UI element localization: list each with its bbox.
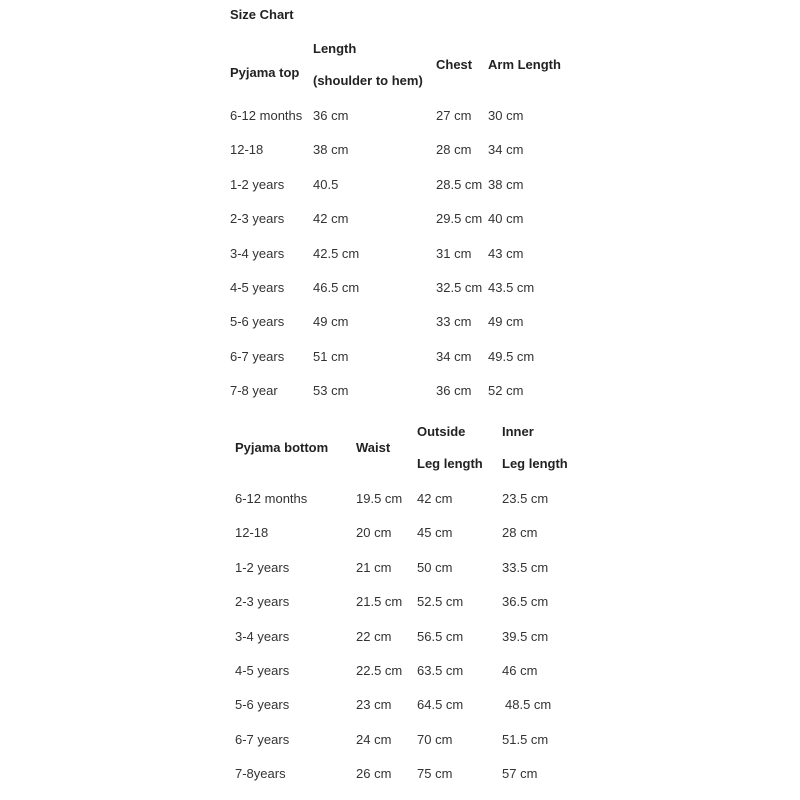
bottom-header-size: Pyjama bottom (235, 440, 329, 455)
top-header-chest: Chest (436, 57, 473, 72)
cell-length: 46.5 cm (313, 280, 360, 295)
cell-size: 4-5 years (235, 663, 290, 678)
cell-length: 36 cm (313, 108, 349, 123)
cell-outside: 70 cm (417, 732, 453, 747)
cell-inner: 23.5 cm (502, 491, 549, 506)
cell-size: 12-18 (235, 525, 269, 540)
bottom-header-outside-sub: Leg length (417, 456, 483, 471)
cell-length: 42 cm (313, 211, 349, 226)
cell-chest: 29.5 cm (436, 211, 483, 226)
cell-waist: 21.5 cm (356, 594, 403, 609)
cell-chest: 27 cm (436, 108, 472, 123)
cell-inner: 46 cm (502, 663, 538, 678)
cell-chest: 28 cm (436, 142, 472, 157)
cell-outside: 42 cm (417, 491, 453, 506)
bottom-header-waist: Waist (356, 440, 391, 455)
cell-waist: 24 cm (356, 732, 392, 747)
cell-size: 6-7 years (230, 349, 285, 364)
cell-chest: 32.5 cm (436, 280, 483, 295)
cell-arm-length: 52 cm (488, 383, 524, 398)
cell-waist: 22 cm (356, 629, 392, 644)
top-header-size: Pyjama top (230, 65, 300, 80)
cell-outside: 45 cm (417, 525, 453, 540)
cell-size: 4-5 years (230, 280, 285, 295)
cell-arm-length: 40 cm (488, 211, 524, 226)
cell-arm-length: 43.5 cm (488, 280, 535, 295)
cell-arm-length: 30 cm (488, 108, 524, 123)
cell-size: 3-4 years (230, 246, 285, 261)
cell-size: 6-7 years (235, 732, 290, 747)
cell-waist: 23 cm (356, 697, 392, 712)
cell-waist: 26 cm (356, 766, 392, 781)
cell-size: 5-6 years (235, 697, 290, 712)
cell-length: 49 cm (313, 314, 349, 329)
cell-size: 6-12 months (230, 108, 303, 123)
bottom-header-outside: Outside (417, 424, 466, 439)
cell-arm-length: 49 cm (488, 314, 524, 329)
cell-outside: 52.5 cm (417, 594, 464, 609)
cell-inner: 33.5 cm (502, 560, 549, 575)
cell-inner: 39.5 cm (502, 629, 549, 644)
cell-size: 5-6 years (230, 314, 285, 329)
cell-chest: 33 cm (436, 314, 472, 329)
cell-size: 6-12 months (235, 491, 308, 506)
cell-size: 7-8 year (230, 383, 278, 398)
cell-waist: 21 cm (356, 560, 392, 575)
cell-outside: 64.5 cm (417, 697, 464, 712)
cell-chest: 36 cm (436, 383, 472, 398)
cell-arm-length: 38 cm (488, 177, 524, 192)
top-header-arm-length: Arm Length (488, 57, 561, 72)
cell-inner: 51.5 cm (502, 732, 549, 747)
cell-waist: 19.5 cm (356, 491, 403, 506)
cell-waist: 20 cm (356, 525, 392, 540)
cell-size: 12-18 (230, 142, 264, 157)
cell-arm-length: 49.5 cm (488, 349, 535, 364)
cell-size: 2-3 years (230, 211, 285, 226)
bottom-header-inner: Inner (502, 424, 534, 439)
top-header-length: Length (313, 41, 357, 56)
page-title: Size Chart (230, 7, 294, 22)
cell-outside: 50 cm (417, 560, 453, 575)
cell-outside: 56.5 cm (417, 629, 464, 644)
cell-size: 3-4 years (235, 629, 290, 644)
top-header-length-sub: (shoulder to hem) (313, 73, 423, 88)
cell-chest: 31 cm (436, 246, 472, 261)
bottom-header-inner-sub: Leg length (502, 456, 568, 471)
cell-length: 38 cm (313, 142, 349, 157)
cell-outside: 75 cm (417, 766, 453, 781)
cell-size: 1-2 years (235, 560, 290, 575)
cell-size: 1-2 years (230, 177, 285, 192)
cell-chest: 28.5 cm (436, 177, 483, 192)
cell-inner: 48.5 cm (505, 697, 552, 712)
cell-arm-length: 43 cm (488, 246, 524, 261)
cell-inner: 57 cm (502, 766, 538, 781)
cell-length: 53 cm (313, 383, 349, 398)
cell-outside: 63.5 cm (417, 663, 464, 678)
cell-length: 42.5 cm (313, 246, 360, 261)
cell-inner: 36.5 cm (502, 594, 549, 609)
cell-chest: 34 cm (436, 349, 472, 364)
cell-arm-length: 34 cm (488, 142, 524, 157)
cell-length: 51 cm (313, 349, 349, 364)
cell-waist: 22.5 cm (356, 663, 403, 678)
cell-size: 7-8years (235, 766, 286, 781)
cell-size: 2-3 years (235, 594, 290, 609)
cell-inner: 28 cm (502, 525, 538, 540)
cell-length: 40.5 (313, 177, 339, 192)
